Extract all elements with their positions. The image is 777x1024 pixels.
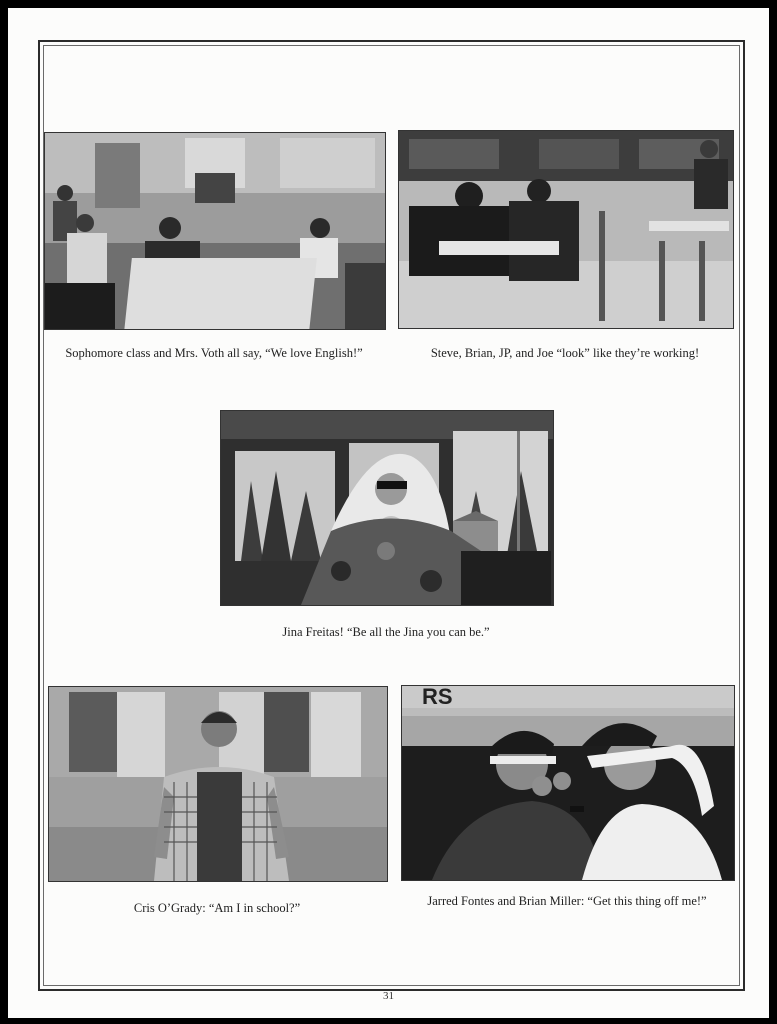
caption-jina-freitas: Jina Freitas! “Be all the Jina you can be.”: [282, 625, 490, 639]
caption-jarred-brian: Jarred Fontes and Brian Miller: “Get this thing off me!”: [427, 894, 707, 908]
photo-jina-freitas: [220, 410, 554, 606]
caption-classroom-sophomores: Sophomore class and Mrs. Voth all say, “We love English!”: [65, 346, 363, 360]
photo-cris-ogrady: [48, 686, 388, 882]
photo-library-students: [398, 130, 734, 329]
page-number: 31: [383, 990, 394, 1002]
photo-jarred-brian: [401, 685, 735, 881]
caption-library-students: Steve, Brian, JP, and Joe “look” like they’re working!: [430, 346, 700, 360]
gym-banner-text: RS: [422, 686, 453, 709]
photo-classroom-sophomores: [44, 132, 386, 330]
yearbook-page: [8, 8, 769, 1018]
caption-cris-ogrady: Cris O’Grady: “Am I in school?”: [133, 901, 301, 915]
